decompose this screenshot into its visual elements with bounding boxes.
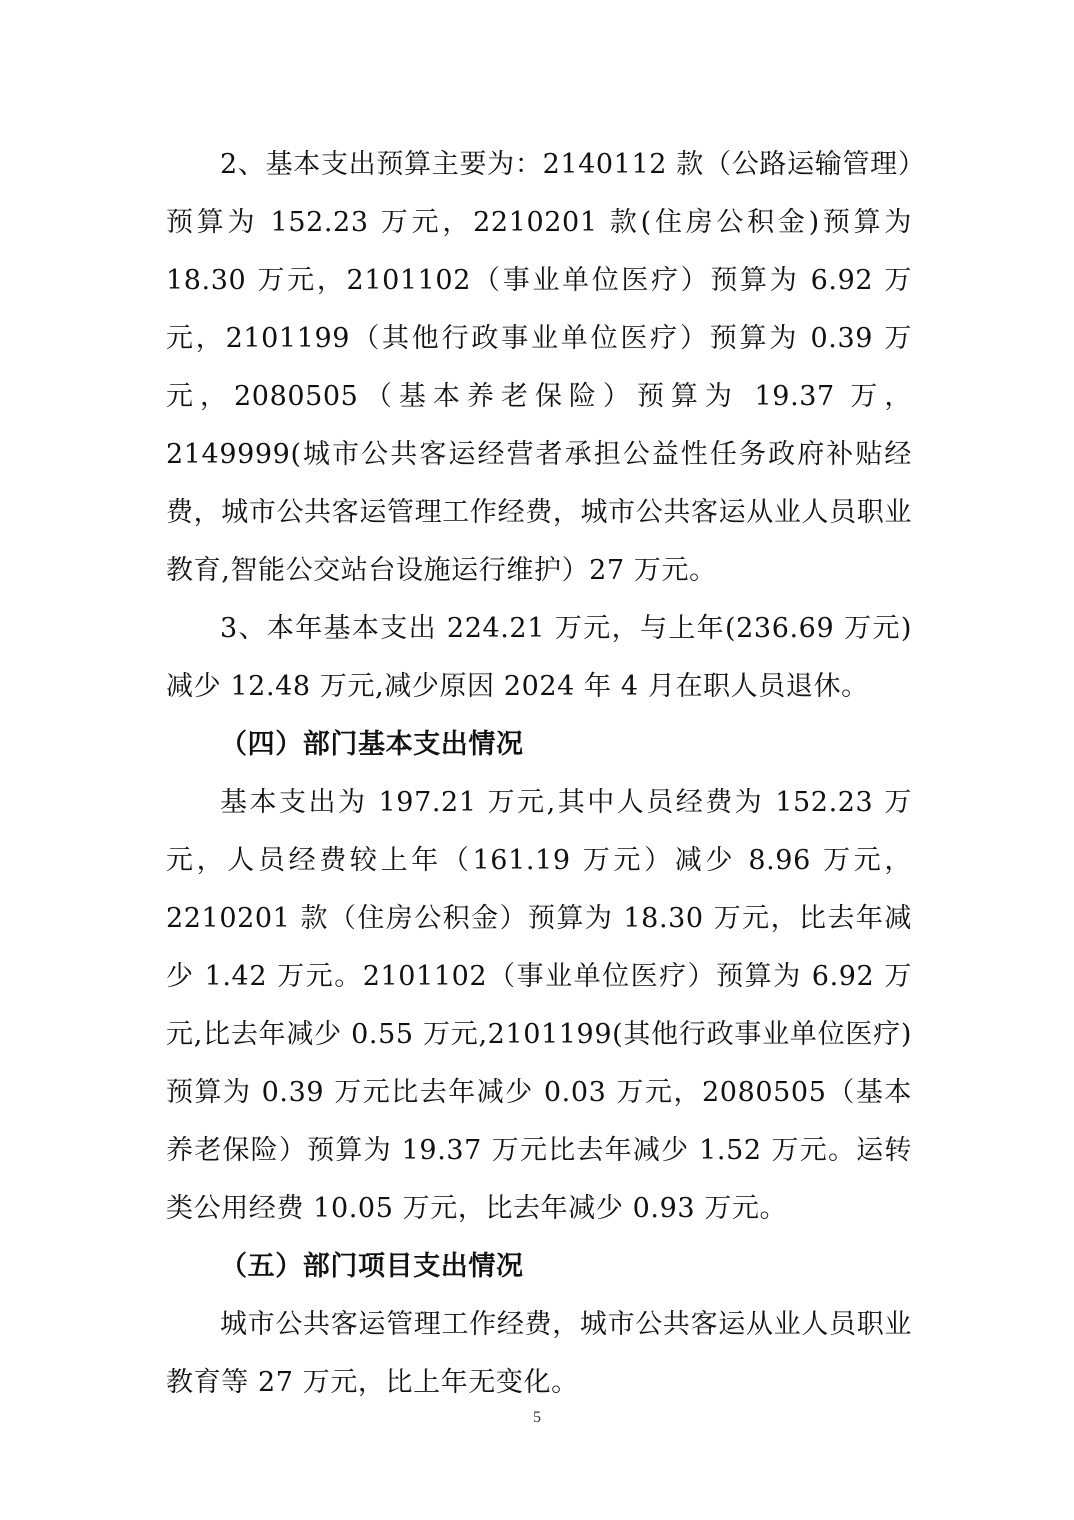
paragraph-basic-expenditure-items: 2、基本支出预算主要为：2140112 款（公路运输管理）预算为 152.23 万元，2210201 款(住房公积金)预算为 18.30 万元，2101102（事业单位医疗）预算为 6.92 万元，2101199（其他行政事业单位医疗）预算为 0.39 万元，2080505（基本养老保险）预算为 19.37 万，2149999(城市公共客运经营者承担公益性任务政府补贴经费，城市公共客运管理工作经费，城市公共客运从业人员职业教育,智能公交站台设施运行维护）27 万元。	[166, 149, 912, 586]
section-heading-basic-expenditure: （四）部门基本支出情况	[220, 729, 524, 760]
section-heading-project-expenditure: （五）部门项目支出情况	[220, 1251, 524, 1282]
document-body	[166, 136, 912, 1412]
paragraph-basic-expenditure-detail: 基本支出为 197.21 万元,其中人员经费为 152.23 万元，人员经费较上年（161.19 万元）减少 8.96 万元，2210201 款（住房公积金）预算为 18.30 万元，比去年减少 1.42 万元。2101102（事业单位医疗）预算为 6.92 万元,比去年减少 0.55 万元,2101199(其他行政事业单位医疗)预算为 0.39 万元比去年减少 0.03 万元，2080505（基本养老保险）预算为 19.37 万元比去年减少 1.52 万元。运转类公用经费 10.05 万元，比去年减少 0.93 万元。	[166, 787, 912, 1224]
paragraph-basic-expenditure-change: 3、本年基本支出 224.21 万元，与上年(236.69 万元)减少 12.48 万元,减少原因 2024 年 4 月在职人员退休。	[166, 613, 912, 702]
paragraph-project-expenditure-detail: 城市公共客运管理工作经费，城市公共客运从业人员职业教育等 27 万元，比上年无变化。	[166, 1309, 912, 1398]
page-number: 5	[533, 1409, 541, 1426]
